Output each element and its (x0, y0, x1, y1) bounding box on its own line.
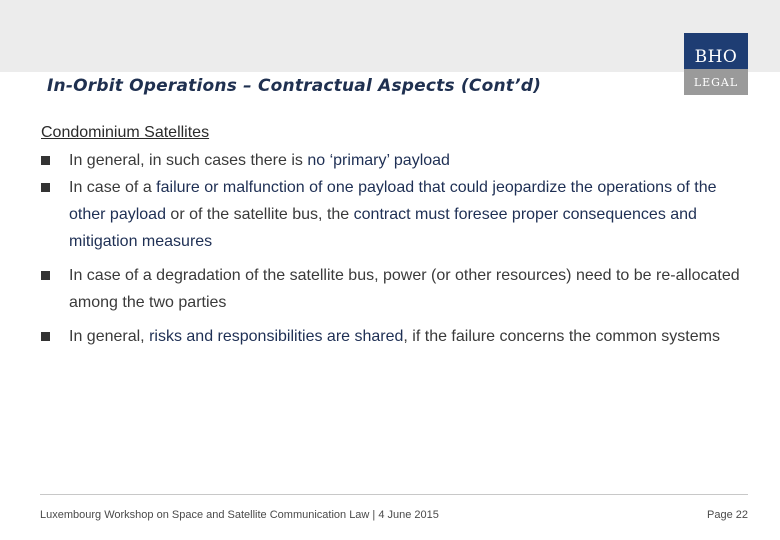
logo-bottom: LEGAL (684, 69, 748, 95)
bullet-emphasis: risks and responsibilities are shared (149, 328, 404, 345)
bullet-emphasis: failure or malfunction of one payload that could jeopardize the operations of the other payload (69, 179, 717, 223)
square-bullet-icon (41, 332, 50, 341)
footer-caption: Luxembourg Workshop on Space and Satellite Communication Law | 4 June 2015 (40, 509, 439, 521)
bullet-item (41, 147, 753, 174)
bullet-emphasis: contract must foresee proper consequences and mitigation measures (69, 206, 697, 250)
bho-legal-logo (684, 33, 748, 95)
bullet-item (41, 262, 753, 316)
header-band (0, 0, 780, 72)
bullet-emphasis: no ‘primary’ payload (307, 152, 450, 169)
bullet-item (41, 323, 753, 350)
section-heading: Condominium Satellites (41, 124, 210, 141)
bullet-text: , if the failure concerns the common systems (403, 328, 720, 345)
bullet-text: In general, (69, 328, 150, 345)
slide-content (41, 119, 753, 350)
square-bullet-icon (41, 271, 50, 280)
bullet-text: In case of a (69, 179, 157, 196)
bullet-text: In general, in such cases there is (69, 152, 308, 169)
square-bullet-icon (41, 183, 50, 192)
bullet-text: In case of a degradation of the satellite bus, power (or other resources) need to be re-allocated among the two parties (69, 267, 740, 311)
page-number: Page 22 (707, 509, 748, 521)
bullet-text: or of the satellite bus, the (165, 206, 354, 223)
square-bullet-icon (41, 156, 50, 165)
logo-top: BHO (684, 33, 748, 69)
bullet-item (41, 174, 753, 255)
footer-divider (40, 494, 748, 495)
slide-title: In-Orbit Operations – Contractual Aspects (Cont’d) (47, 76, 542, 96)
